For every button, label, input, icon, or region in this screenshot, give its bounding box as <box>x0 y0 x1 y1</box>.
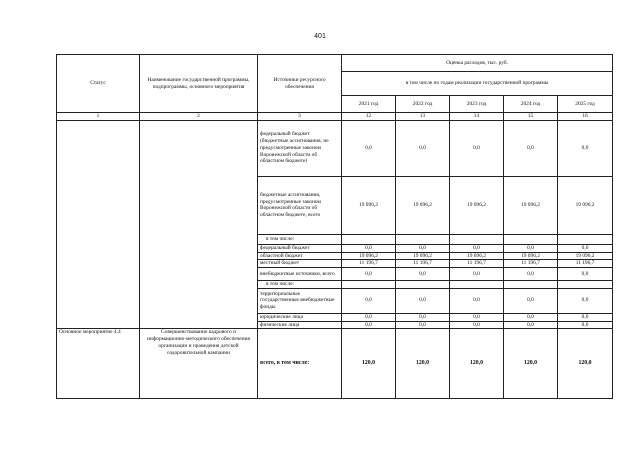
value-cell: 11 196,7 <box>342 260 396 268</box>
value-cell <box>342 234 396 244</box>
header-estimate: Оценка расходов, тыс. руб. <box>342 55 613 72</box>
value-cell: 0,0 <box>342 288 396 313</box>
measure-name: Совершенствование кадрового и информационно-методического обеспечения организации и проведения детской оздоровительной кампании <box>140 329 258 399</box>
measure-source: всего, в том числе: <box>258 329 342 399</box>
col-number: 2 <box>140 113 258 121</box>
measure-status: Основное мероприятие 4.4 <box>57 329 140 399</box>
value-cell: 0,0 <box>342 268 396 281</box>
value-cell: 0,0 <box>504 120 558 176</box>
value-cell: 19 096,2 <box>342 252 396 260</box>
value-cell: 0,0 <box>342 120 396 176</box>
measure-value: 120,0 <box>558 329 613 399</box>
value-cell: 11 196,7 <box>558 260 613 268</box>
header-year: 2021 год <box>342 96 396 113</box>
value-cell: 0,0 <box>450 313 504 321</box>
value-cell: 0,0 <box>504 321 558 329</box>
value-cell: 0,0 <box>396 120 450 176</box>
value-cell <box>342 281 396 289</box>
value-cell: 0,0 <box>504 313 558 321</box>
budget-table <box>56 54 613 399</box>
value-cell: 19 096,2 <box>504 176 558 234</box>
value-cell <box>504 281 558 289</box>
source-cell: областной бюджет <box>258 252 342 260</box>
value-cell: 11 196,7 <box>396 260 450 268</box>
source-cell: в том числе: <box>258 281 342 289</box>
value-cell: 0,0 <box>558 244 613 252</box>
value-cell: 0,0 <box>450 120 504 176</box>
source-cell: федеральный бюджет (бюджетные ассигнования, не предусмотренные законом Воронежской области об областном бюджете) <box>258 120 342 176</box>
value-cell <box>396 234 450 244</box>
value-cell: 0,0 <box>558 120 613 176</box>
value-cell: 0,0 <box>450 321 504 329</box>
source-cell: юридические лица <box>258 313 342 321</box>
value-cell: 0,0 <box>450 244 504 252</box>
value-cell: 19 096,2 <box>342 176 396 234</box>
measure-value: 120,0 <box>450 329 504 399</box>
col-number: 12 <box>342 113 396 121</box>
value-cell: 0,0 <box>558 321 613 329</box>
measure-value: 120,0 <box>504 329 558 399</box>
col-number: 16 <box>558 113 613 121</box>
source-cell: федеральный бюджет <box>258 244 342 252</box>
measure-value: 120,0 <box>396 329 450 399</box>
value-cell: 0,0 <box>396 321 450 329</box>
header-year: 2023 год <box>450 96 504 113</box>
value-cell: 19 096,2 <box>396 176 450 234</box>
value-cell <box>558 234 613 244</box>
value-cell: 19 096,2 <box>450 176 504 234</box>
value-cell: 0,0 <box>396 288 450 313</box>
page-number: 401 <box>314 33 326 40</box>
header-by-years: в том числе по годам реализации государственной программы <box>342 72 613 96</box>
value-cell: 0,0 <box>396 268 450 281</box>
value-cell: 19 096,2 <box>450 252 504 260</box>
value-cell <box>504 234 558 244</box>
value-cell: 0,0 <box>396 244 450 252</box>
header-sources: Источники ресурсного обеспечения <box>258 55 342 113</box>
value-cell: 0,0 <box>342 313 396 321</box>
status-cell-empty <box>57 120 140 329</box>
value-cell: 11 196,7 <box>450 260 504 268</box>
value-cell <box>558 281 613 289</box>
value-cell: 0,0 <box>342 244 396 252</box>
source-cell: внебюджетные источники, всего <box>258 268 342 281</box>
value-cell: 0,0 <box>558 288 613 313</box>
source-cell: территориальные государственные внебюджетные фонды <box>258 288 342 313</box>
value-cell <box>396 281 450 289</box>
table-row <box>57 120 613 176</box>
source-cell: в том числе: <box>258 234 342 244</box>
header-year: 2022 год <box>396 96 450 113</box>
source-cell: местный бюджет <box>258 260 342 268</box>
value-cell: 0,0 <box>558 268 613 281</box>
value-cell <box>450 281 504 289</box>
value-cell: 11 196,7 <box>504 260 558 268</box>
col-number: 3 <box>258 113 342 121</box>
value-cell: 0,0 <box>504 288 558 313</box>
header-name: Наименование государственной программы, подпрограммы, основного мероприятия <box>140 55 258 113</box>
value-cell <box>450 234 504 244</box>
value-cell: 19 096,2 <box>504 252 558 260</box>
source-cell: физические лица <box>258 321 342 329</box>
value-cell: 0,0 <box>450 288 504 313</box>
col-number: 13 <box>396 113 450 121</box>
value-cell: 0,0 <box>558 313 613 321</box>
value-cell: 0,0 <box>450 268 504 281</box>
value-cell: 0,0 <box>504 244 558 252</box>
col-number: 14 <box>450 113 504 121</box>
header-year: 2025 год <box>558 96 613 113</box>
source-cell: бюджетные ассигнования, предусмотренные законом Воронежской области об областном бюджете, всего <box>258 176 342 234</box>
value-cell: 19 096,2 <box>558 252 613 260</box>
measure-value: 120,0 <box>342 329 396 399</box>
measure-row <box>57 329 613 399</box>
value-cell: 0,0 <box>504 268 558 281</box>
header-year: 2024 год <box>504 96 558 113</box>
value-cell: 0,0 <box>342 321 396 329</box>
name-cell-empty <box>140 120 258 329</box>
value-cell: 0,0 <box>396 313 450 321</box>
col-number: 15 <box>504 113 558 121</box>
value-cell: 19 096,2 <box>396 252 450 260</box>
value-cell: 19 096,2 <box>558 176 613 234</box>
col-number: 1 <box>57 113 140 121</box>
header-status: Статус <box>57 55 140 113</box>
